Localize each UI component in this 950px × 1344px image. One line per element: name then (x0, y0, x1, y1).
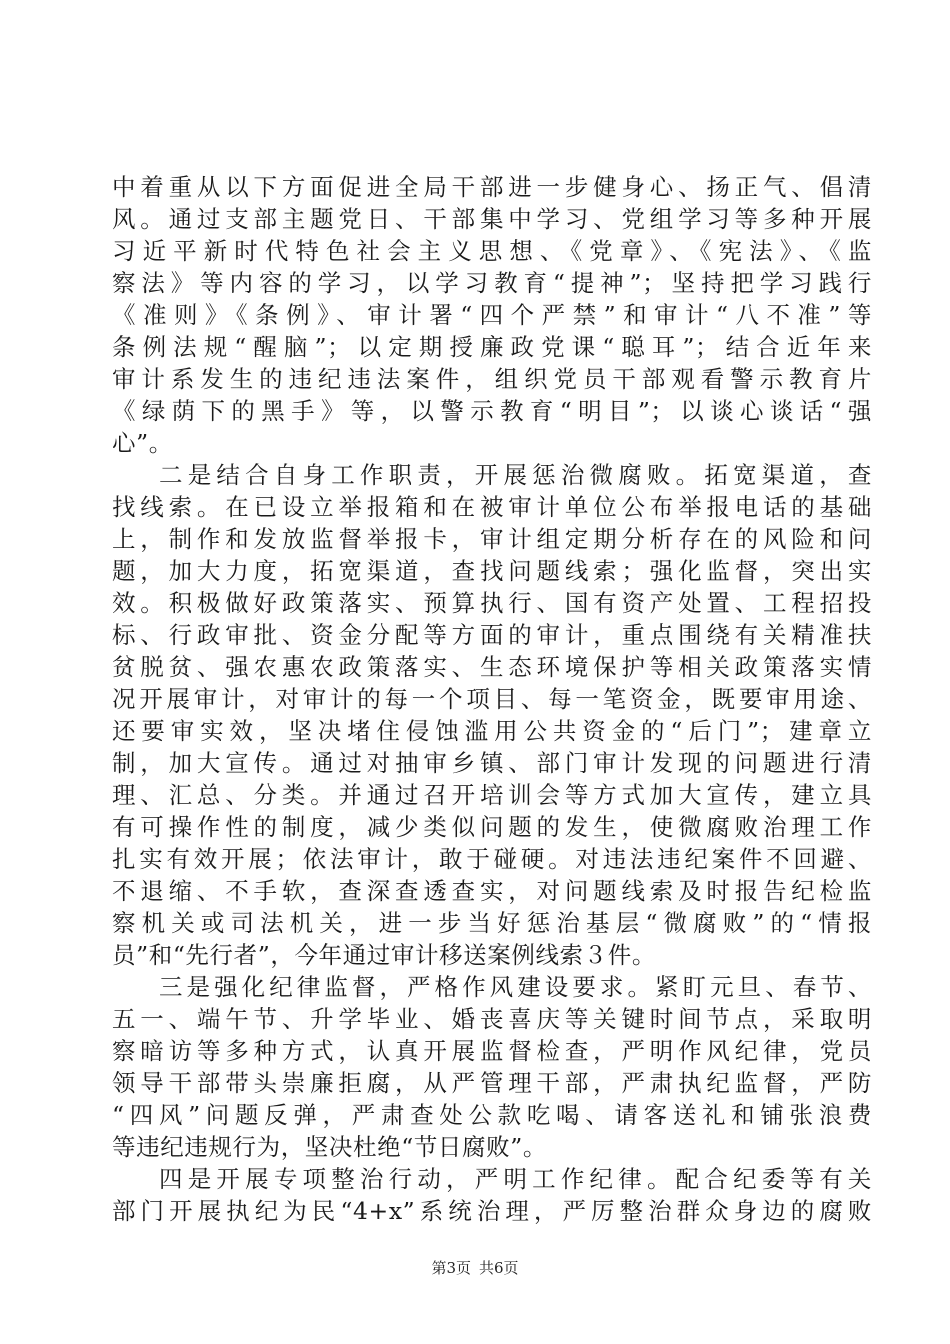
text-line: 察机关或司法机关，进一步当好惩治基层“微腐败”的“情报 (112, 909, 872, 937)
total-pages: 共6页 (479, 1259, 519, 1277)
text-line: 还要审实效，坚决堵住侵蚀滥用公共资金的“后门”；建章立 (112, 717, 872, 745)
text-line: 员”和“先行者”，今年通过审计移送案例线索３件。 (112, 941, 656, 969)
text-line: 部门开展执纪为民“4+x”系统治理，严厉整治群众身边的腐败 (112, 1197, 872, 1225)
text-line: 题，加大力度，拓宽渠道，查找问题线索；强化监督，突出实 (112, 557, 872, 585)
text-line: 《准则》《条例》、审计署“四个严禁”和审计“八不准”等 (112, 301, 872, 329)
text-line: 不退缩、不手软，查深查透查实，对问题线索及时报告纪检监 (112, 877, 872, 905)
text-line: 扎实有效开展；依法审计，敢于碰硬。对违法违纪案件不回避、 (112, 845, 872, 873)
text-line: 《绿荫下的黑手》等，以警示教育“明目”；以谈心谈话“强 (112, 397, 872, 425)
page-footer (0, 1258, 950, 1278)
text-line: 制，加大宣传。通过对抽审乡镇、部门审计发现的问题进行清 (112, 749, 872, 777)
text-line: 效。积极做好政策落实、预算执行、国有资产处置、工程招投 (112, 589, 872, 617)
text-line: “四风”问题反弹，严肃查处公款吃喝、请客送礼和铺张浪费 (112, 1101, 872, 1129)
text-line: 察法》等内容的学习，以学习教育“提神”；坚持把学习践行 (112, 269, 872, 297)
text-line: 等违纪违规行为，坚决杜绝“节日腐败”。 (112, 1133, 547, 1161)
text-line: 条例法规“醒脑”；以定期授廉政党课“聪耳”；结合近年来 (112, 333, 872, 361)
text-line: 贫脱贫、强农惠农政策落实、生态环境保护等相关政策落实情 (112, 653, 872, 681)
text-line: 风。通过支部主题党日、干部集中学习、党组学习等多种开展 (112, 205, 872, 233)
text-line: 心”。 (112, 429, 173, 457)
text-line: 察暗访等多种方式，认真开展监督检查，严明作风纪律，党员 (112, 1037, 872, 1065)
document-body (112, 171, 872, 1227)
text-line: 四是开展专项整治行动，严明工作纪律。配合纪委等有关 (159, 1165, 872, 1193)
text-line: 五一、端午节、升学毕业、婚丧喜庆等关键时间节点，采取明 (112, 1005, 872, 1033)
text-line: 三是强化纪律监督，严格作风建设要求。紧盯元旦、春节、 (159, 973, 872, 1001)
text-line: 审计系发生的违纪违法案件，组织党员干部观看警示教育片 (112, 365, 872, 393)
text-line: 习近平新时代特色社会主义思想、《党章》、《宪法》、《监 (112, 237, 872, 265)
page-number: 第3页 (431, 1259, 471, 1277)
text-line: 有可操作性的制度，减少类似问题的发生，使微腐败治理工作 (112, 813, 872, 841)
text-line: 二是结合自身工作职责，开展惩治微腐败。拓宽渠道，查 (159, 461, 872, 489)
text-line: 况开展审计，对审计的每一个项目、每一笔资金，既要审用途、 (112, 685, 872, 713)
text-line: 标、行政审批、资金分配等方面的审计，重点围绕有关精准扶 (112, 621, 872, 649)
text-line: 上，制作和发放监督举报卡，审计组定期分析存在的风险和问 (112, 525, 872, 553)
text-line: 找线索。在已设立举报箱和在被审计单位公布举报电话的基础 (112, 493, 872, 521)
text-line: 理、汇总、分类。并通过召开培训会等方式加大宣传，建立具 (112, 781, 872, 809)
text-line: 领导干部带头崇廉拒腐，从严管理干部，严肃执纪监督，严防 (112, 1069, 872, 1097)
text-line: 中着重从以下方面促进全局干部进一步健身心、扬正气、倡清 (112, 173, 872, 201)
